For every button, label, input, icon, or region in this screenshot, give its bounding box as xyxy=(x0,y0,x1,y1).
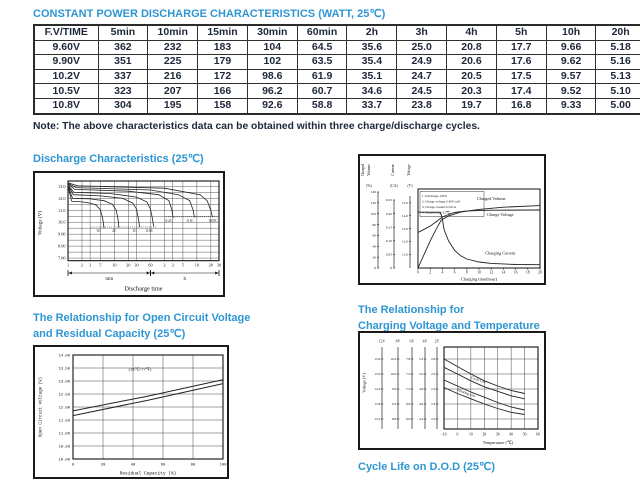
svg-text:Charge Voltage: Charge Voltage xyxy=(487,211,514,217)
cycle-life-title: Cycle Life on D.O.D (25℃) xyxy=(358,461,496,473)
table-cell: 10.8V xyxy=(34,98,98,113)
page-title: CONSTANT POWER DISCHARGE CHARACTERISTICS (WATT, 25℃) xyxy=(33,8,386,20)
svg-text:(CA): (CA) xyxy=(390,184,398,188)
table-cell: 19.7 xyxy=(447,98,497,113)
svg-text:4.8: 4.8 xyxy=(418,387,424,392)
svg-text:10: 10 xyxy=(194,262,199,268)
svg-text:Temperature (℃): Temperature (℃) xyxy=(482,440,514,445)
svg-text:30: 30 xyxy=(495,432,500,437)
table-cell: 9.66 xyxy=(546,40,596,55)
table-note: Note: The above characteristics data can be obtained within three charge/discharge cycles. xyxy=(33,121,480,132)
table-row xyxy=(34,40,640,55)
charging-voltage-vs-temperature-chart xyxy=(358,331,546,450)
table-cell: 92.6 xyxy=(247,98,297,113)
svg-text:min: min xyxy=(105,277,114,282)
svg-text:8: 8 xyxy=(465,270,468,275)
svg-text:0.2C: 0.2C xyxy=(165,219,173,224)
table-cell: 17.7 xyxy=(496,40,546,55)
svg-text:h: h xyxy=(183,277,186,282)
svg-text:Charging time(hour): Charging time(hour) xyxy=(460,276,498,282)
svg-text:1. Discharge 100%: 1. Discharge 100% xyxy=(422,194,448,198)
svg-text:10.4: 10.4 xyxy=(390,357,397,362)
table-cell: 2h xyxy=(347,25,397,40)
table-cell: 58.8 xyxy=(297,98,347,113)
svg-text:80: 80 xyxy=(372,222,376,227)
svg-text:14.0: 14.0 xyxy=(401,213,408,218)
table-row xyxy=(34,69,640,84)
svg-text:9.2: 9.2 xyxy=(391,402,397,407)
svg-text:0.10: 0.10 xyxy=(385,239,392,243)
table-cell: 9.57 xyxy=(546,69,596,84)
svg-text:0: 0 xyxy=(390,266,392,271)
svg-text:1C: 1C xyxy=(132,228,137,233)
svg-text:10.50: 10.50 xyxy=(58,445,70,450)
table-cell: 183 xyxy=(198,40,248,55)
svg-text:11.0: 11.0 xyxy=(402,252,408,257)
svg-text:Floating Use: Floating Use xyxy=(456,387,476,399)
svg-text:12.0: 12.0 xyxy=(57,195,66,201)
svg-text:0.1C: 0.1C xyxy=(186,219,194,224)
discharge-chart-title: Discharge Characteristics (25℃) xyxy=(33,153,204,165)
svg-text:2.4: 2.4 xyxy=(430,387,436,392)
svg-text:0.05: 0.05 xyxy=(385,252,392,257)
table-cell: 9.33 xyxy=(546,98,596,113)
table-cell: 20.5 xyxy=(447,69,497,84)
svg-text:40: 40 xyxy=(372,244,376,249)
svg-text:6.9: 6.9 xyxy=(405,402,411,407)
table-cell: 216 xyxy=(148,69,198,84)
svg-text:120: 120 xyxy=(370,201,376,206)
svg-text:15.0: 15.0 xyxy=(401,201,408,206)
svg-text:10: 10 xyxy=(477,270,481,275)
table-cell: 20.6 xyxy=(447,55,497,70)
charging-voltage-temp-title-line2: Charging Voltage and Temperature xyxy=(358,319,540,332)
svg-text:16: 16 xyxy=(513,270,518,275)
svg-text:30: 30 xyxy=(134,262,139,268)
table-cell: 96.2 xyxy=(247,84,297,99)
svg-text:14.00: 14.00 xyxy=(58,354,70,359)
svg-text:Charged Volume: Charged Volume xyxy=(476,196,506,202)
svg-text:(25℃/77℉): (25℃/77℉) xyxy=(128,368,152,373)
svg-text:3: 3 xyxy=(89,262,92,268)
svg-text:100: 100 xyxy=(370,211,376,216)
table-row xyxy=(34,55,640,70)
svg-text:10: 10 xyxy=(469,432,473,437)
table-cell: 166 xyxy=(198,84,248,99)
svg-text:12.0: 12.0 xyxy=(401,239,408,244)
table-cell: 5.00 xyxy=(596,98,640,113)
svg-text:2: 2 xyxy=(163,262,166,268)
svg-text:6.6: 6.6 xyxy=(405,417,411,422)
table-cell: 5.10 xyxy=(596,84,640,99)
svg-text:0.15: 0.15 xyxy=(385,225,392,230)
table-cell: 179 xyxy=(198,55,248,70)
svg-text:18: 18 xyxy=(525,270,530,275)
svg-text:Voltage (V): Voltage (V) xyxy=(37,210,44,236)
charging-voltage-temp-title-line1: The Relationship for xyxy=(358,304,465,316)
table-cell: 10.2V xyxy=(34,69,98,84)
table-cell: 64.5 xyxy=(297,40,347,55)
svg-text:Residual Capacity (%): Residual Capacity (%) xyxy=(119,471,177,477)
table-cell: 20h xyxy=(596,25,640,40)
svg-text:0: 0 xyxy=(456,432,459,437)
table-cell: 172 xyxy=(198,69,248,84)
table-cell: 35.6 xyxy=(347,40,397,55)
table-cell: 323 xyxy=(98,84,148,99)
svg-text:Charging Current: Charging Current xyxy=(485,250,516,256)
svg-text:15.6: 15.6 xyxy=(374,357,381,362)
svg-text:7.8: 7.8 xyxy=(405,357,411,362)
svg-text:Voltage (V): Voltage (V) xyxy=(361,373,367,393)
svg-text:4.4: 4.4 xyxy=(418,417,424,422)
svg-text:2: 2 xyxy=(429,270,432,275)
table-cell: 10.5V xyxy=(34,84,98,99)
charge-characteristics-chart xyxy=(358,154,546,285)
svg-text:2: 2 xyxy=(80,262,84,268)
table-cell: 16.8 xyxy=(496,98,546,113)
svg-text:10.00: 10.00 xyxy=(58,458,70,463)
table-cell: 225 xyxy=(148,55,198,70)
svg-text:7.5: 7.5 xyxy=(405,372,411,377)
table-cell: 15min xyxy=(198,25,248,40)
table-cell: 158 xyxy=(198,98,248,113)
svg-text:11.50: 11.50 xyxy=(58,419,70,424)
svg-text:4V: 4V xyxy=(422,339,428,344)
svg-text:60: 60 xyxy=(536,432,540,437)
table-cell: 17.4 xyxy=(496,84,546,99)
table-cell: 9.62 xyxy=(546,55,596,70)
svg-text:14: 14 xyxy=(501,270,506,275)
ocv-chart-title xyxy=(33,311,250,342)
table-cell: F.V/TIME xyxy=(34,25,98,40)
svg-text:Cycle Use: Cycle Use xyxy=(470,375,487,385)
svg-text:140: 140 xyxy=(370,190,376,195)
svg-text:20: 20 xyxy=(482,432,487,437)
svg-text:20: 20 xyxy=(372,255,376,260)
table-cell: 61.9 xyxy=(297,69,347,84)
svg-text:2.6: 2.6 xyxy=(430,357,436,362)
svg-text:80: 80 xyxy=(190,463,196,468)
table-cell: 337 xyxy=(98,69,148,84)
table-cell: 362 xyxy=(98,40,148,55)
table-cell: 5.16 xyxy=(596,55,640,70)
svg-text:12: 12 xyxy=(489,270,494,275)
svg-text:3: 3 xyxy=(171,262,174,268)
table-cell: 195 xyxy=(148,98,198,113)
svg-text:0: 0 xyxy=(417,270,419,275)
svg-text:8.00: 8.00 xyxy=(57,243,66,249)
svg-text:1: 1 xyxy=(66,262,70,268)
svg-text:2. Charge voltage 2.40V/cell: 2. Charge voltage 2.40V/cell xyxy=(422,199,460,204)
svg-text:4: 4 xyxy=(441,270,444,275)
svg-text:15.0: 15.0 xyxy=(374,372,381,377)
svg-text:20: 20 xyxy=(538,270,542,275)
table-cell: 60min xyxy=(297,25,347,40)
table-header-row xyxy=(34,25,640,40)
svg-text:13.50: 13.50 xyxy=(58,367,70,372)
svg-text:8.8: 8.8 xyxy=(391,417,397,422)
svg-text:12.00: 12.00 xyxy=(58,406,70,411)
table-cell: 23.8 xyxy=(397,98,447,113)
table-cell: 25.0 xyxy=(397,40,447,55)
ocv-vs-residual-capacity-chart xyxy=(33,345,229,479)
table-cell: 10min xyxy=(148,25,198,40)
table-cell: 17.6 xyxy=(496,55,546,70)
table-cell: 104 xyxy=(247,40,297,55)
svg-text:Voltage: Voltage xyxy=(407,164,411,176)
table-cell: 10h xyxy=(546,25,596,40)
svg-text:7.2: 7.2 xyxy=(405,387,411,392)
svg-text:3C: 3C xyxy=(96,228,101,233)
charging-voltage-temp-title xyxy=(358,303,540,334)
discharge-characteristics-chart xyxy=(33,171,225,297)
svg-text:5: 5 xyxy=(99,262,102,268)
table-cell: 35.1 xyxy=(347,69,397,84)
table-cell: 5min xyxy=(98,25,148,40)
svg-text:9.6: 9.6 xyxy=(391,387,397,392)
table-cell: 63.5 xyxy=(297,55,347,70)
svg-text:3. Charge current 0.25CA: 3. Charge current 0.25CA xyxy=(422,205,457,209)
svg-text:0.05C: 0.05C xyxy=(208,219,218,224)
svg-text:60: 60 xyxy=(148,262,153,268)
svg-text:6: 6 xyxy=(453,270,456,275)
svg-text:5: 5 xyxy=(181,262,184,268)
table-cell: 304 xyxy=(98,98,148,113)
table-cell: 34.6 xyxy=(347,84,397,99)
svg-text:12.50: 12.50 xyxy=(58,393,70,398)
svg-text:2.5: 2.5 xyxy=(430,372,436,377)
svg-text:(V): (V) xyxy=(407,184,413,188)
svg-text:5.0: 5.0 xyxy=(418,372,424,377)
table-cell: 20.3 xyxy=(447,84,497,99)
svg-text:10: 10 xyxy=(112,262,117,268)
svg-text:40: 40 xyxy=(509,432,513,437)
table-cell: 20.8 xyxy=(447,40,497,55)
table-cell: 9.52 xyxy=(546,84,596,99)
svg-text:0.6C: 0.6C xyxy=(146,228,154,233)
svg-text:2V: 2V xyxy=(434,339,440,344)
ocv-chart-title-line2: and Residual Capacity (25℃) xyxy=(33,327,186,340)
table-cell: 9.90V xyxy=(34,55,98,70)
svg-text:20: 20 xyxy=(208,262,213,268)
table-row xyxy=(34,98,640,113)
constant-power-discharge-table xyxy=(33,24,640,115)
svg-text:100: 100 xyxy=(219,463,227,468)
svg-text:12V: 12V xyxy=(378,339,386,344)
table-cell: 5h xyxy=(496,25,546,40)
svg-text:13.8: 13.8 xyxy=(374,402,381,407)
svg-text:2.3: 2.3 xyxy=(430,402,436,407)
svg-text:9.00: 9.00 xyxy=(57,231,66,237)
svg-text:Volume: Volume xyxy=(367,164,371,176)
svg-text:20: 20 xyxy=(126,262,131,268)
svg-text:Discharge time: Discharge time xyxy=(124,285,163,293)
table-cell: 4h xyxy=(447,25,497,40)
table-cell: 351 xyxy=(98,55,148,70)
svg-text:6V: 6V xyxy=(409,339,415,344)
svg-text:20: 20 xyxy=(100,463,106,468)
svg-text:13.00: 13.00 xyxy=(58,380,70,385)
svg-text:0: 0 xyxy=(374,266,376,271)
table-cell: 17.5 xyxy=(496,69,546,84)
svg-text:7.00: 7.00 xyxy=(57,255,66,261)
svg-text:0.25: 0.25 xyxy=(385,198,392,203)
svg-text:Open Circuit Voltage (V): Open Circuit Voltage (V) xyxy=(39,376,44,438)
table-cell: 33.7 xyxy=(347,98,397,113)
table-cell: 5.18 xyxy=(596,40,640,55)
svg-text:-10: -10 xyxy=(441,432,447,437)
table-cell: 24.7 xyxy=(397,69,447,84)
svg-text:11.0: 11.0 xyxy=(58,207,66,213)
svg-text:0.20: 0.20 xyxy=(385,211,392,216)
table-cell: 98.6 xyxy=(247,69,297,84)
svg-text:Current: Current xyxy=(391,164,395,176)
svg-text:0: 0 xyxy=(71,463,75,468)
svg-text:50: 50 xyxy=(522,432,527,437)
svg-text:13.0: 13.0 xyxy=(57,183,66,189)
table-cell: 5.13 xyxy=(596,69,640,84)
table-cell: 9.60V xyxy=(34,40,98,55)
svg-text:60: 60 xyxy=(372,233,376,238)
ocv-chart-title-line1: The Relationship for Open Circuit Voltage xyxy=(33,312,251,324)
svg-text:40: 40 xyxy=(130,463,136,468)
table-row xyxy=(34,84,640,99)
svg-text:Charged: Charged xyxy=(361,163,365,177)
svg-text:14.4: 14.4 xyxy=(374,387,381,392)
svg-text:2.2: 2.2 xyxy=(430,417,436,422)
table-cell: 35.4 xyxy=(347,55,397,70)
svg-text:(%): (%) xyxy=(366,184,372,188)
svg-text:13.2: 13.2 xyxy=(374,417,381,422)
table-cell: 60.7 xyxy=(297,84,347,99)
svg-text:10.0: 10.0 xyxy=(57,219,66,225)
table-cell: 3h xyxy=(397,25,447,40)
table-cell: 24.5 xyxy=(397,84,447,99)
table-cell: 102 xyxy=(247,55,297,70)
svg-text:60: 60 xyxy=(160,463,166,468)
svg-text:4.6: 4.6 xyxy=(418,402,424,407)
svg-text:8V: 8V xyxy=(395,339,401,344)
table-cell: 24.9 xyxy=(397,55,447,70)
svg-text:13.0: 13.0 xyxy=(401,226,408,231)
table-cell: 30min xyxy=(247,25,297,40)
svg-text:10.0: 10.0 xyxy=(390,372,397,377)
svg-text:4. Temperature 25℃: 4. Temperature 25℃ xyxy=(422,210,450,215)
svg-text:30: 30 xyxy=(216,262,222,268)
svg-text:11.00: 11.00 xyxy=(58,432,70,437)
table-cell: 207 xyxy=(148,84,198,99)
table-cell: 232 xyxy=(148,40,198,55)
svg-text:5.2: 5.2 xyxy=(418,357,424,362)
svg-text:2C: 2C xyxy=(112,228,117,233)
